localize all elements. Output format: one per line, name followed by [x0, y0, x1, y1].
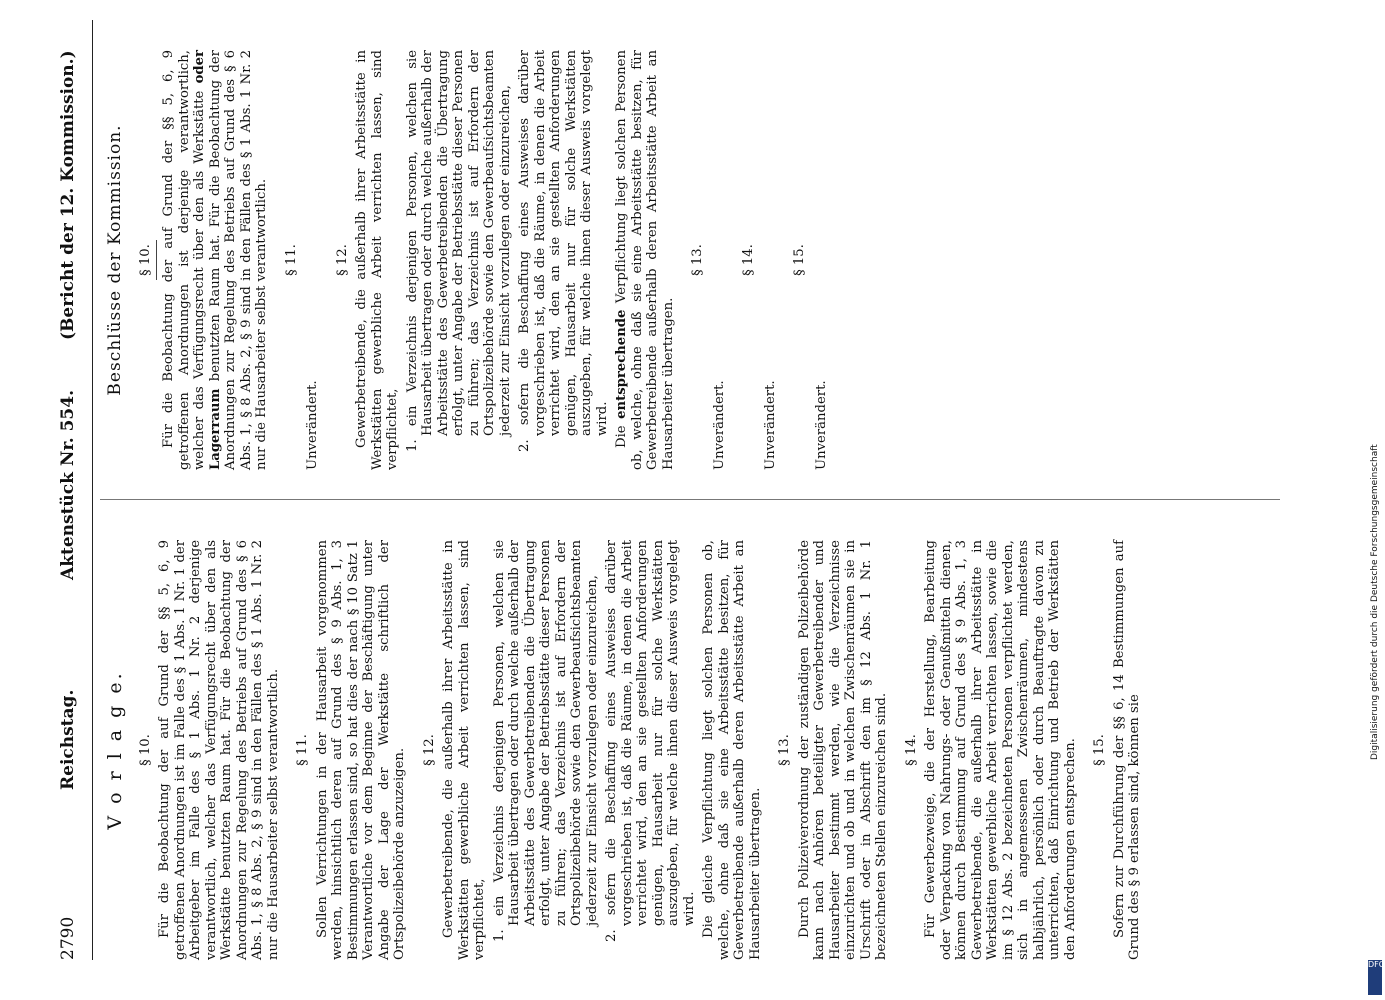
page-number: 2790 [58, 916, 78, 960]
text-run: Die [614, 425, 629, 448]
section-title: § 12. [334, 244, 350, 276]
header-right: (Bericht der 12. Kommission.) [58, 50, 78, 340]
section-title: § 15. [1092, 734, 1107, 766]
section-text: Sollen Verrichtungen in der Hausarbeit vorgenommen werden, hinsichtlich deren auf Grund des § 9 Abs. 1, 3 Bestimmungen erlassen sind, so hat dies der nach § 10 Satz 1 Verantwortliche vor dem Beginne der Beschäftigung unter Angabe der Lage der Werkstätte schriftlich der Ortspolizeibehörde anzuzeigen. [314, 540, 407, 960]
text-run: Für die Beobachtung der auf Grund der §§ 5, 6, 9 getroffenen Anordnungen ist derjenige verantwortlich, welcher das Verfügungsrecht über den als Werkstätte [161, 50, 207, 470]
section-title: § 11. [295, 734, 310, 766]
section-text: Unverändert. [813, 380, 829, 470]
list-item: 1. ein Verzeichnis derjenigen Personen, welchen sie Hausarbeit übertragen oder durch welche außerhalb der Arbeitsstätte des Gewerbetreibenden die Übertragung erfolgt, unter Angabe der Betriebsstätte dieser Personen zu führen; das Verzeichnis ist auf Erfordern der Ortspolizeibehörde sowie den Gewerbeaufsichtsbeamten jederzeit zur Einsicht vorzulegen oder einzureichen, [404, 50, 513, 452]
section-text: Gewerbetreibende, die außerhalb ihrer Arbeitsstätte in Werkstätten gewerbliche Arbeit verrichten lassen, sind verpflichtet, [354, 50, 400, 470]
text-run: benutzten Raum hat. Für die Beobachtung der Anordnungen zur Regelung des Betriebs auf Grund des § 6 Abs. 1, § 8 Abs. 2, § 9 sind in den Fällen des § 1 Abs. 1 Nr. 2 nur die Hausarbeiter selbst verantwortlich. [207, 50, 269, 470]
list-item: 2. sofern die Beschaffung eines Ausweises darüber vorgeschrieben ist, daß die Räume, in denen die Arbeit verrichtet wird, den an sie gestellten Anforderungen genügen, Hausarbeit nur für solche Werkstätten auszugeben, für welche ihnen dieser Ausweis vorgelegt wird. [604, 540, 697, 942]
column-title-left: V o r l a g e. [104, 670, 126, 830]
section-title: § 14. [903, 734, 919, 766]
header-rule [92, 20, 93, 960]
section-text: Gewerbetreibende, die außerhalb ihrer Arbeitsstätte in Werkstätten gewerbliche Arbeit verrichten lassen, sind verpflichtet, [441, 540, 487, 960]
column-divider [100, 499, 1280, 500]
section-title: § 10. [138, 50, 158, 470]
section-text: Unverändert. [305, 380, 320, 470]
section-text: Für die Beobachtung der auf Grund der §§ 5, 6, 9 getroffenen Anordnungen ist im Falle des § 1 Abs. 1 Nr. 1 der Arbeitgeber im Falle des § 1 Abs. 1 Nr. 2 derjenige verantwortlich, welcher das Verfügungsrecht über den als Werkstätte benutzten Raum hat. Für die Beobachtung der Anordnungen zur Regelung des Betriebs auf Grund des § 6 Abs. 1, § 8 Abs. 2, § 9 sind in den Fällen des § 1 Abs. 1 Nr. 2 nur die Hausarbeiter selbst verantwortlich. [157, 540, 281, 960]
emphasis-text: entsprechende [614, 309, 629, 419]
emphasis-text: oder Lagerraum [192, 50, 223, 470]
section-title: § 11. [283, 244, 299, 276]
text-run: Verpflichtung liegt solchen Personen ob, welche, ohne daß sie eine Arbeitsstätte besitzen, für Gewerbetreibende außerhalb deren Arbeitsstätte Arbeit an Hausarbeiter übertragen. [614, 50, 676, 470]
section-text: Durch Polizeiverordnung der zuständigen Polizeibehörde kann nach Anhören beteiligter Gewerbetreibender und Hausarbeiter bestimmt werden, wie die Verzeichnisse einzurichten und ob und in welchen Zwischenräumen sie in Urschrift oder in Abschrift den im § 12 Abs. 1 Nr. 1 bezeichneten Stellen einzureichen sind. [796, 540, 889, 960]
page-header [58, 20, 90, 960]
section-text [161, 50, 270, 470]
list-item: 1. ein Verzeichnis derjenigen Personen, welchen sie Hausarbeit übertragen oder durch welche außerhalb der Arbeitsstätte des Gewerbetreibenden die Übertragung erfolgt, unter Angabe der Betriebsstätte dieser Personen zu führen; das Verzeichnis ist auf Erfordern der Ortspolizeibehörde sowie den Gewerbeaufsichtsbeamten jederzeit zur Einsicht vorzulegen oder einzureichen, [491, 540, 600, 942]
dfg-logo: DFG [1368, 960, 1382, 995]
section-text [614, 50, 676, 470]
section-text: Unverändert. [711, 380, 727, 470]
list-item: 2. sofern die Beschaffung eines Ausweises darüber vorgeschrieben ist, daß die Räume, in denen die Arbeit verrichtet wird, den an sie gestellten Anforderungen genügen, Hausarbeit nur für solche Werkstätten auszugeben, für welche ihnen dieser Ausweis vorgelegt wird. [517, 50, 610, 452]
section-text: Die gleiche Verpflichtung liegt solchen Personen ob, welche, ohne daß sie eine Arbeitsstätte besitzen, für Gewerbetreibende außerhalb deren Arbeitsstätte Arbeit an Hausarbeiter übertragen. [701, 540, 763, 960]
section-title: § 13. [777, 734, 792, 766]
section-title: § 14. [741, 244, 756, 276]
digitization-note [1370, 120, 1384, 760]
section-title: § 13. [690, 244, 705, 276]
header-left: Reichstag. [58, 689, 78, 790]
digitization-note-text: Digitalisierung gefördert durch die Deutsche Forschungsgemeinschaft [1370, 444, 1380, 760]
column-beschluesse [100, 50, 839, 470]
section-title: § 12. [421, 734, 437, 766]
section-title: § 15. [792, 244, 807, 276]
section-text: Für Gewerbezweige, die der Herstellung, Bearbeitung oder Verpackung von Nahrungs- oder Genußmitteln dienen, können durch Bestimmung auf Grund des § 9 Abs. 1, 3 Gewerbetreibende, die außerhalb ihrer Arbeitsstätte in Werkstätten gewerbliche Arbeit verrichten lassen, sowie die im § 12 Abs. 2 bezeichneten Personen verpflichtet werden, sich in angemessenen Zwischenräumen, mindestens halbjährlich, persönlich oder durch Beauftragte davon zu unterrichten, daß Einrichtung und Betrieb der Werkstätten den Anforderungen entsprechen. [923, 540, 1078, 960]
column-title-right: Beschlüsse der Kommission. [105, 124, 125, 396]
column-vorlage [100, 540, 1147, 960]
section-title: § 10. [137, 734, 153, 766]
header-center: Aktenstück Nr. 554. [58, 389, 78, 580]
section-text: Unverändert. [762, 380, 778, 470]
section-text: Sofern zur Durchführung der §§ 6, 14 Bestimmungen auf Grund des § 9 erlassen sind, können sie [1111, 540, 1142, 960]
